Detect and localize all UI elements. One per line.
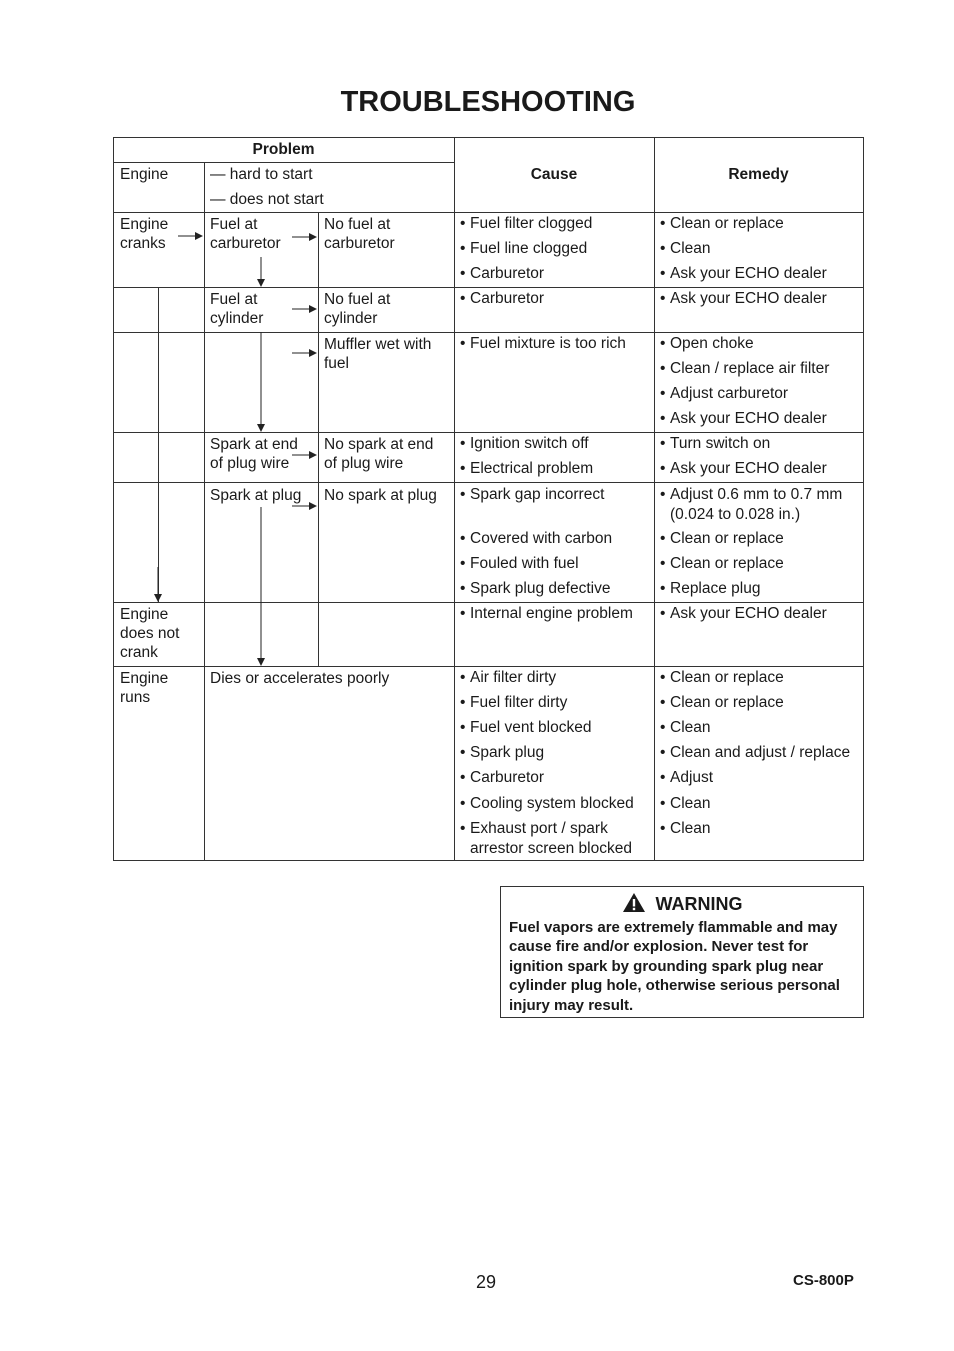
hard-to-start-label: — hard to start bbox=[210, 166, 313, 183]
remedy-item: • Clean and adjust / replace bbox=[660, 743, 850, 763]
text-line: Engine bbox=[120, 606, 169, 623]
cause-item: • Carburetor bbox=[460, 768, 544, 788]
remedy-item: • Adjust carburetor bbox=[660, 384, 788, 404]
text-line: crank bbox=[120, 644, 158, 661]
remedy-item: • Ask your ECHO dealer bbox=[660, 604, 827, 624]
remedy-item: • Adjust bbox=[660, 768, 713, 788]
cause-item: • Fuel line clogged bbox=[460, 239, 587, 259]
text-line: cranks bbox=[120, 235, 166, 252]
cause-item: • Fuel filter dirty bbox=[460, 693, 567, 713]
warning-heading-text: WARNING bbox=[655, 894, 743, 914]
text-line: Engine bbox=[120, 670, 169, 687]
cause-item: • Fuel filter clogged bbox=[460, 214, 592, 234]
cause-item: • Carburetor bbox=[460, 289, 544, 309]
cause-item: • Fouled with fuel bbox=[460, 554, 579, 574]
text-line: does not bbox=[120, 625, 180, 642]
cause-item: • Air filter dirty bbox=[460, 668, 556, 688]
text-line: Fuel at bbox=[210, 216, 258, 233]
muffler-wet-label bbox=[324, 335, 431, 373]
text-line: cylinder bbox=[324, 310, 378, 327]
problem-header: Problem bbox=[252, 141, 315, 158]
text-line: cylinder bbox=[210, 310, 264, 327]
text-line: Engine bbox=[120, 216, 169, 233]
warning-heading bbox=[501, 892, 863, 915]
cause-item: • Internal engine problem bbox=[460, 604, 633, 624]
remedy-item: • Clean or replace bbox=[660, 214, 784, 234]
text-line: Muffler wet with bbox=[324, 336, 432, 353]
remedy-item: • Open choke bbox=[660, 334, 754, 354]
cause-item: • Spark plug bbox=[460, 743, 544, 763]
no-spark-at-end-label bbox=[324, 435, 433, 473]
text-line: of plug wire bbox=[210, 455, 290, 472]
remedy-item: • Clean bbox=[660, 794, 711, 814]
remedy-continuation: (0.024 to 0.028 in.) bbox=[670, 505, 801, 523]
cause-item: • Fuel vent blocked bbox=[460, 718, 592, 738]
no-spark-at-plug-label: No spark at plug bbox=[324, 487, 437, 504]
page-number: 29 bbox=[476, 1272, 497, 1292]
remedy-item: • Clean or replace bbox=[660, 693, 784, 713]
spark-at-end-label bbox=[210, 435, 298, 473]
remedy-item: • Clean or replace bbox=[660, 668, 784, 688]
cause-item: • Electrical problem bbox=[460, 459, 593, 479]
cause-continuation: arrestor screen blocked bbox=[470, 839, 632, 857]
remedy-text: Adjust 0.6 mm to 0.7 mm bbox=[670, 486, 843, 503]
cause-item: • Fuel mixture is too rich bbox=[460, 334, 626, 354]
engine-header: Engine bbox=[120, 166, 169, 183]
warning-box bbox=[500, 886, 864, 1018]
no-fuel-at-cylinder-label bbox=[324, 290, 390, 328]
model-number: CS-800P bbox=[793, 1272, 854, 1289]
engine-cranks-label bbox=[120, 215, 168, 253]
remedy-item: • Ask your ECHO dealer bbox=[660, 459, 827, 479]
warning-body: Fuel vapors are extremely flammable and may cause fire and/or explosion. Never test for ignition spark by grounding spark plug near cylinder plug hole, otherwise serious personal injury may result. bbox=[509, 919, 840, 1014]
remedy-header: Remedy bbox=[728, 166, 789, 183]
page-title: TROUBLESHOOTING bbox=[340, 86, 636, 118]
remedy-item: • Clean / replace air filter bbox=[660, 359, 829, 379]
engine-runs-label bbox=[120, 669, 168, 707]
cause-item: • Spark gap incorrect bbox=[460, 485, 604, 505]
remedy-item: • Ask your ECHO dealer bbox=[660, 409, 827, 429]
cause-item: • Carburetor bbox=[460, 264, 544, 284]
remedy-item: • Clean bbox=[660, 819, 711, 839]
text-line: No spark at end bbox=[324, 436, 434, 453]
cause-item: • Ignition switch off bbox=[460, 434, 589, 454]
text-line: fuel bbox=[324, 355, 349, 372]
cause-item: • Cooling system blocked bbox=[460, 794, 634, 814]
remedy-item: • Clean bbox=[660, 239, 711, 259]
warning-triangle-icon bbox=[622, 892, 646, 913]
text-line: Spark at end bbox=[210, 436, 298, 453]
remedy-item: • Ask your ECHO dealer bbox=[660, 264, 827, 284]
text-line: carburetor bbox=[324, 235, 395, 252]
does-not-start-label: — does not start bbox=[210, 191, 324, 208]
text-line: runs bbox=[120, 689, 151, 706]
cause-header: Cause bbox=[530, 166, 578, 183]
troubleshooting-table bbox=[113, 137, 864, 861]
no-fuel-at-carburetor-label bbox=[324, 215, 395, 253]
remedy-item: • Clean or replace bbox=[660, 554, 784, 574]
cause-item: • Covered with carbon bbox=[460, 529, 612, 549]
cause-item bbox=[460, 819, 632, 858]
remedy-item: • Turn switch on bbox=[660, 434, 770, 454]
engine-does-not-crank-label bbox=[120, 605, 179, 662]
fuel-at-carburetor-label bbox=[210, 215, 281, 253]
text-line: Fuel at bbox=[210, 291, 258, 308]
remedy-item: • Replace plug bbox=[660, 579, 760, 599]
spark-at-plug-label: Spark at plug bbox=[210, 487, 302, 504]
remedy-item bbox=[660, 485, 842, 524]
text-line: carburetor bbox=[210, 235, 281, 252]
cause-text: Exhaust port / spark bbox=[470, 820, 608, 837]
remedy-item: • Clean or replace bbox=[660, 529, 784, 549]
text-line: of plug wire bbox=[324, 455, 404, 472]
remedy-item: • Clean bbox=[660, 718, 711, 738]
fuel-at-cylinder-label bbox=[210, 290, 263, 328]
dies-or-accelerates-label: Dies or accelerates poorly bbox=[210, 670, 390, 687]
cause-item: • Spark plug defective bbox=[460, 579, 610, 599]
remedy-item: • Ask your ECHO dealer bbox=[660, 289, 827, 309]
text-line: No fuel at bbox=[324, 291, 391, 308]
text-line: No fuel at bbox=[324, 216, 391, 233]
